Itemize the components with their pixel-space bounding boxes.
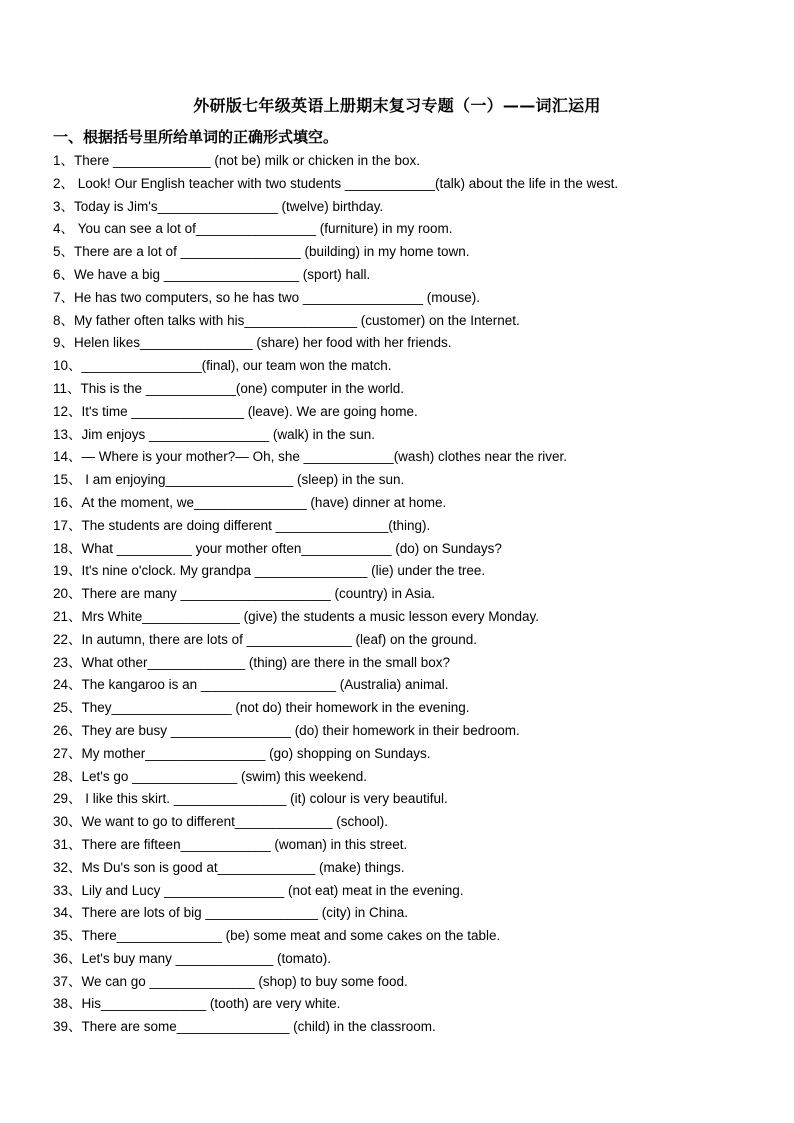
question-item: 8、My father often talks with his_______________ (customer) on the Internet.: [53, 312, 520, 328]
question-item: 33、Lily and Lucy ________________ (not eat) meat in the evening.: [53, 882, 464, 898]
question-item: 25、They________________ (not do) their homework in the evening.: [53, 700, 470, 716]
question-item: 14、— Where is your mother?— Oh, she ____________(wash) clothes near the river.: [53, 449, 568, 465]
question-item: 21、Mrs White_____________ (give) the students a music lesson every Monday.: [53, 608, 540, 624]
question-item: 34、There are lots of big _______________ (city) in China.: [53, 905, 408, 921]
question-list: [53, 150, 773, 1039]
question-item: 28、Let's go ______________ (swim) this weekend.: [53, 768, 368, 784]
question-item: 31、There are fifteen____________ (woman) in this street.: [53, 836, 408, 852]
question-item: 6、We have a big __________________ (sport) hall.: [53, 266, 371, 282]
question-item: 11、This is the ____________(one) computer in the world.: [53, 380, 404, 396]
question-item: 35、There______________ (be) some meat and some cakes on the table.: [53, 928, 501, 944]
question-item: 12、It's time _______________ (leave). We are going home.: [53, 403, 418, 419]
question-item: 17、The students are doing different _______________(thing).: [53, 517, 431, 533]
worksheet-title: 外研版七年级英语上册期末复习专题（一）——词汇运用: [193, 96, 601, 115]
question-item: 3、Today is Jim's________________ (twelve) birthday.: [53, 198, 384, 214]
question-item: 37、We can go ______________ (shop) to buy some food.: [53, 973, 408, 989]
question-item: 15、 I am enjoying_________________ (sleep) in the sun.: [53, 472, 405, 488]
question-item: 22、In autumn, there are lots of ______________ (leaf) on the ground.: [53, 631, 478, 647]
question-item: 4、 You can see a lot of________________ (furniture) in my room.: [53, 221, 453, 237]
question-item: 26、They are busy ________________ (do) their homework in their bedroom.: [53, 722, 520, 738]
question-item: 18、What __________ your mother often____________ (do) on Sundays?: [53, 540, 502, 556]
question-item: 13、Jim enjoys ________________ (walk) in the sun.: [53, 426, 375, 442]
question-item: 20、There are many ____________________ (country) in Asia.: [53, 586, 436, 602]
question-item: 29、 I like this skirt. _______________ (it) colour is very beautiful.: [53, 791, 448, 807]
question-item: 1、There _____________ (not be) milk or chicken in the box.: [53, 153, 420, 168]
question-item: 36、Let's buy many _____________ (tomato).: [53, 950, 332, 966]
question-item: 32、Ms Du's son is good at_____________ (make) things.: [53, 859, 405, 875]
question-item: 23、What other_____________ (thing) are there in the small box?: [53, 654, 451, 670]
question-item: 19、It's nine o'clock. My grandpa _______________ (lie) under the tree.: [53, 563, 486, 579]
question-item: 38、His______________ (tooth) are very white.: [53, 996, 341, 1012]
section-heading: 一、根据括号里所给单词的正确形式填空。: [53, 128, 339, 146]
question-item: 7、He has two computers, so he has two ________________ (mouse).: [53, 289, 481, 305]
question-item: 27、My mother________________ (go) shopping on Sundays.: [53, 745, 431, 761]
question-item: 39、There are some_______________ (child) in the classroom.: [53, 1019, 436, 1035]
question-item: 10、________________(final), our team won the match.: [53, 358, 392, 374]
question-item: 24、The kangaroo is an __________________ (Australia) animal.: [53, 677, 449, 693]
question-item: 16、At the moment, we_______________ (have) dinner at home.: [53, 494, 447, 510]
question-item: 30、We want to go to different_____________ (school).: [53, 814, 388, 830]
question-item: 5、There are a lot of ________________ (building) in my home town.: [53, 244, 470, 260]
question-item: 2、 Look! Our English teacher with two students ____________(talk) about the life in the west.: [53, 175, 619, 191]
question-item: 9、Helen likes_______________ (share) her food with her friends.: [53, 335, 452, 351]
